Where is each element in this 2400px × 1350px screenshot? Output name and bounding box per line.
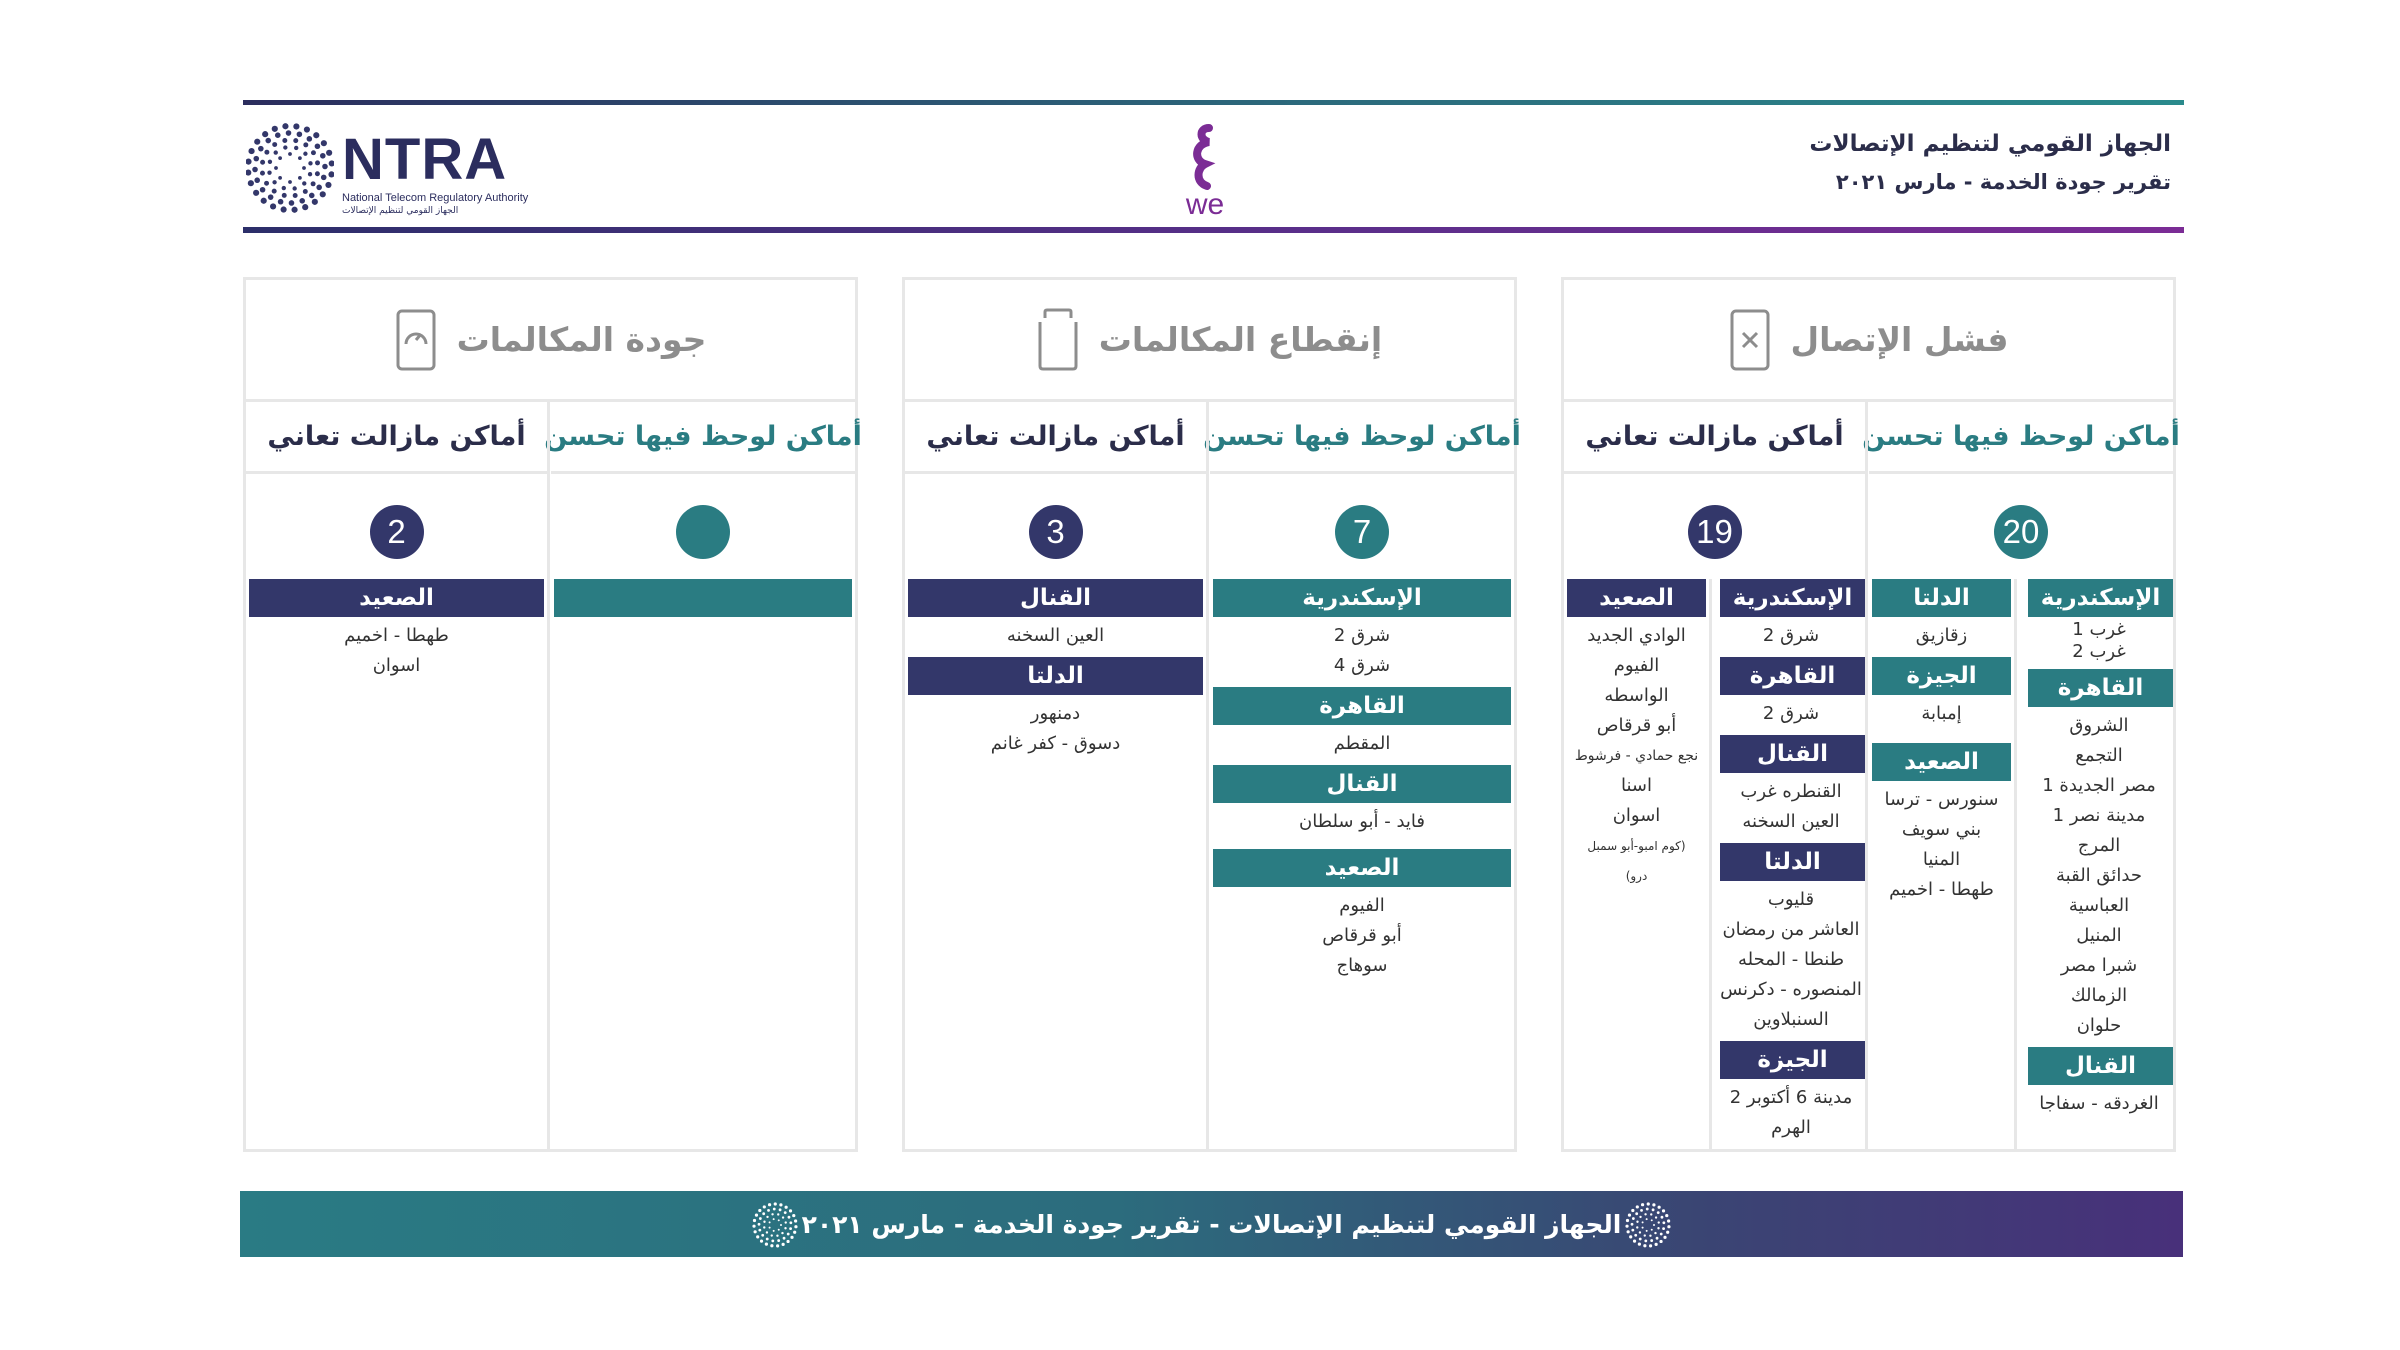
header-top-rule bbox=[243, 100, 2184, 105]
location-item: شرق 2 bbox=[1762, 625, 1820, 646]
location-item: إمبابة bbox=[1921, 703, 1962, 724]
ntra-wordmark: NTRA bbox=[342, 127, 508, 192]
location-item: طهطا - اخميم bbox=[1889, 879, 1994, 900]
location-item: شبرا مصر bbox=[2060, 955, 2138, 976]
region-header: الصعيد bbox=[1872, 743, 2011, 781]
phone-gauge-icon bbox=[395, 308, 437, 372]
panel-call-quality bbox=[243, 277, 862, 1152]
suffering-column bbox=[905, 402, 1209, 1152]
improved-column bbox=[544, 402, 862, 1152]
location-item: زقازيق bbox=[1915, 625, 1968, 646]
improved-count-badge: 20 bbox=[1994, 505, 2048, 559]
location-item: الشروق bbox=[2069, 715, 2129, 736]
region-group bbox=[246, 579, 547, 687]
region-header: القاهرة bbox=[1720, 657, 1865, 695]
location-item: الفيوم bbox=[1613, 655, 1660, 676]
region-header: الإسكندرية bbox=[2028, 579, 2173, 617]
region-header: القاهرة bbox=[2028, 669, 2173, 707]
location-item: (كوم امبو-أبو سمبل bbox=[1587, 839, 1686, 853]
region-header: الدلتا bbox=[1872, 579, 2011, 617]
suffering-column-label: أماكن مازالت تعاني bbox=[905, 402, 1206, 474]
location-item: اسوان bbox=[1612, 805, 1661, 826]
improved-column-label: أماكن لوحظ فيها تحسن bbox=[1210, 402, 1514, 474]
location-item: العين السخنه bbox=[1006, 625, 1105, 646]
region-header: الجيزة bbox=[1872, 657, 2011, 695]
region-group bbox=[1564, 579, 1712, 1152]
location-item: سوهاج bbox=[1336, 955, 1388, 976]
location-item: أبو قرقاص bbox=[1322, 925, 1402, 946]
region-group bbox=[905, 579, 1206, 765]
panel-call-drop bbox=[902, 277, 1521, 1152]
location-item: الزمالك bbox=[2070, 985, 2128, 1006]
ntra-dots-icon bbox=[246, 120, 334, 216]
improved-count-badge bbox=[676, 505, 730, 559]
improved-column bbox=[1203, 402, 1521, 1152]
region-header: الصعيد bbox=[249, 579, 544, 617]
location-item: حدائق القبة bbox=[2056, 865, 2142, 886]
location-item: العاشر من رمضان bbox=[1722, 919, 1860, 940]
panel-call-failure bbox=[1561, 277, 2180, 1152]
we-logo-text: we bbox=[1185, 188, 1225, 220]
location-item: أبو قرقاص bbox=[1596, 715, 1677, 736]
improved-count-badge: 7 bbox=[1335, 505, 1389, 559]
panel-header bbox=[905, 280, 1514, 402]
location-item: الغردقه - سفاجا bbox=[2039, 1093, 2159, 1114]
location-item: فايد - أبو سلطان bbox=[1298, 811, 1426, 832]
location-item: قليوب bbox=[1767, 889, 1815, 910]
location-item: مصر الجديدة 1 bbox=[2042, 775, 2156, 796]
suffering-count-badge: 19 bbox=[1688, 505, 1742, 559]
location-item: مدينة نصر 1 bbox=[2052, 805, 2146, 826]
location-item: دمنهور bbox=[1030, 703, 1081, 724]
region-group bbox=[551, 579, 855, 617]
location-item: المنيل bbox=[2076, 925, 2122, 946]
header-bottom-rule bbox=[243, 227, 2184, 233]
header-title: الجهاز القومي لتنظيم الإتصالات bbox=[1809, 131, 2171, 157]
footer-dots-icon bbox=[1623, 1200, 1673, 1250]
location-item: القنطره غرب bbox=[1740, 781, 1842, 802]
region-header: القنال bbox=[1720, 735, 1865, 773]
location-item: العباسية bbox=[2068, 895, 2130, 916]
footer-text: الجهاز القومي لتنظيم الإتصالات - تقرير جودة الخدمة - مارس ٢٠٢١ bbox=[801, 1209, 1622, 1239]
location-item: شرق 2 bbox=[1333, 625, 1391, 646]
suffering-count-badge: 3 bbox=[1029, 505, 1083, 559]
location-item: الوادي الجديد bbox=[1587, 625, 1686, 646]
panel-header bbox=[246, 280, 855, 402]
location-item: نجع حمادي - فرشوط bbox=[1574, 748, 1699, 764]
location-item: المقطم bbox=[1333, 733, 1391, 754]
region-header: الإسكندرية bbox=[1213, 579, 1511, 617]
region-header: القنال bbox=[1213, 765, 1511, 803]
region-header: القنال bbox=[2028, 1047, 2173, 1085]
location-item: غرب 2 bbox=[2072, 641, 2126, 662]
location-item: المنيا bbox=[1922, 849, 1961, 870]
improved-column bbox=[1862, 402, 2180, 1152]
region-group bbox=[1869, 579, 2017, 1152]
region-header: القاهرة bbox=[1213, 687, 1511, 725]
location-item: المرج bbox=[2077, 835, 2121, 856]
location-item: الواسطه bbox=[1604, 685, 1669, 706]
location-item: اسنا bbox=[1621, 775, 1652, 796]
location-item: درو) bbox=[1625, 869, 1648, 883]
location-item: العين السخنه bbox=[1742, 811, 1840, 832]
region-header: الدلتا bbox=[1720, 843, 1865, 881]
phone-x-icon bbox=[1729, 308, 1771, 372]
panel-title: جودة المكالمات bbox=[456, 320, 707, 359]
location-item: غرب 1 bbox=[2072, 619, 2126, 640]
region-header: الصعيد bbox=[1567, 579, 1706, 617]
footer-banner bbox=[240, 1191, 2183, 1257]
region-header: القنال bbox=[908, 579, 1203, 617]
region-group bbox=[2025, 579, 2173, 1125]
location-item: اسوان bbox=[372, 655, 421, 676]
location-item: شرق 4 bbox=[1333, 655, 1391, 676]
location-item: طهطا - اخميم bbox=[344, 625, 449, 646]
improved-column-label: أماكن لوحظ فيها تحسن bbox=[1869, 402, 2173, 474]
panel-title: فشل الإتصال bbox=[1790, 320, 2009, 359]
location-item: دسوق - كفر غانم bbox=[990, 733, 1121, 754]
ntra-english-name: National Telecom Regulatory Authority bbox=[342, 192, 529, 204]
location-item: طنطا - المحله bbox=[1737, 949, 1845, 970]
location-item: الفيوم bbox=[1339, 895, 1385, 916]
location-item: السنبلاوين bbox=[1753, 1009, 1829, 1030]
ntra-logo bbox=[246, 120, 529, 220]
suffering-count-badge: 2 bbox=[370, 505, 424, 559]
location-item: سنورس - ترسا bbox=[1884, 789, 1999, 810]
region-group bbox=[1210, 579, 1514, 987]
suffering-column bbox=[246, 402, 550, 1152]
suffering-column bbox=[1564, 402, 1868, 1152]
location-item: شرق 2 bbox=[1762, 703, 1820, 724]
improved-column-label: أماكن لوحظ فيها تحسن bbox=[551, 402, 855, 474]
panel-header bbox=[1564, 280, 2173, 402]
we-operator-logo bbox=[1175, 124, 1235, 220]
suffering-column-label: أماكن مازالت تعاني bbox=[246, 402, 547, 474]
location-item: بني سويف bbox=[1901, 819, 1982, 840]
region-header: الإسكندرية bbox=[1720, 579, 1865, 617]
suffering-column-label: أماكن مازالت تعاني bbox=[1564, 402, 1865, 474]
region-header: الجيزة bbox=[1720, 1041, 1865, 1079]
ntra-arabic-name: الجهاز القومي لتنظيم الإتصالات bbox=[342, 206, 459, 216]
location-item: التجمع bbox=[2075, 745, 2123, 766]
header-subtitle: تقرير جودة الخدمة - مارس ٢٠٢١ bbox=[1835, 170, 2171, 194]
region-header: الدلتا bbox=[908, 657, 1203, 695]
location-item: المنصوره - دكرنس bbox=[1720, 979, 1862, 1000]
location-item: حلوان bbox=[2076, 1015, 2122, 1036]
region-header bbox=[554, 579, 852, 617]
phone-drop-icon bbox=[1037, 308, 1079, 372]
region-group bbox=[1717, 579, 1865, 1149]
location-item: الهرم bbox=[1771, 1117, 1811, 1138]
panel-title: إنقطاع المكالمات bbox=[1098, 320, 1383, 359]
region-header: الصعيد bbox=[1213, 849, 1511, 887]
location-item: مدينة 6 أكتوبر 2 bbox=[1729, 1087, 1853, 1108]
